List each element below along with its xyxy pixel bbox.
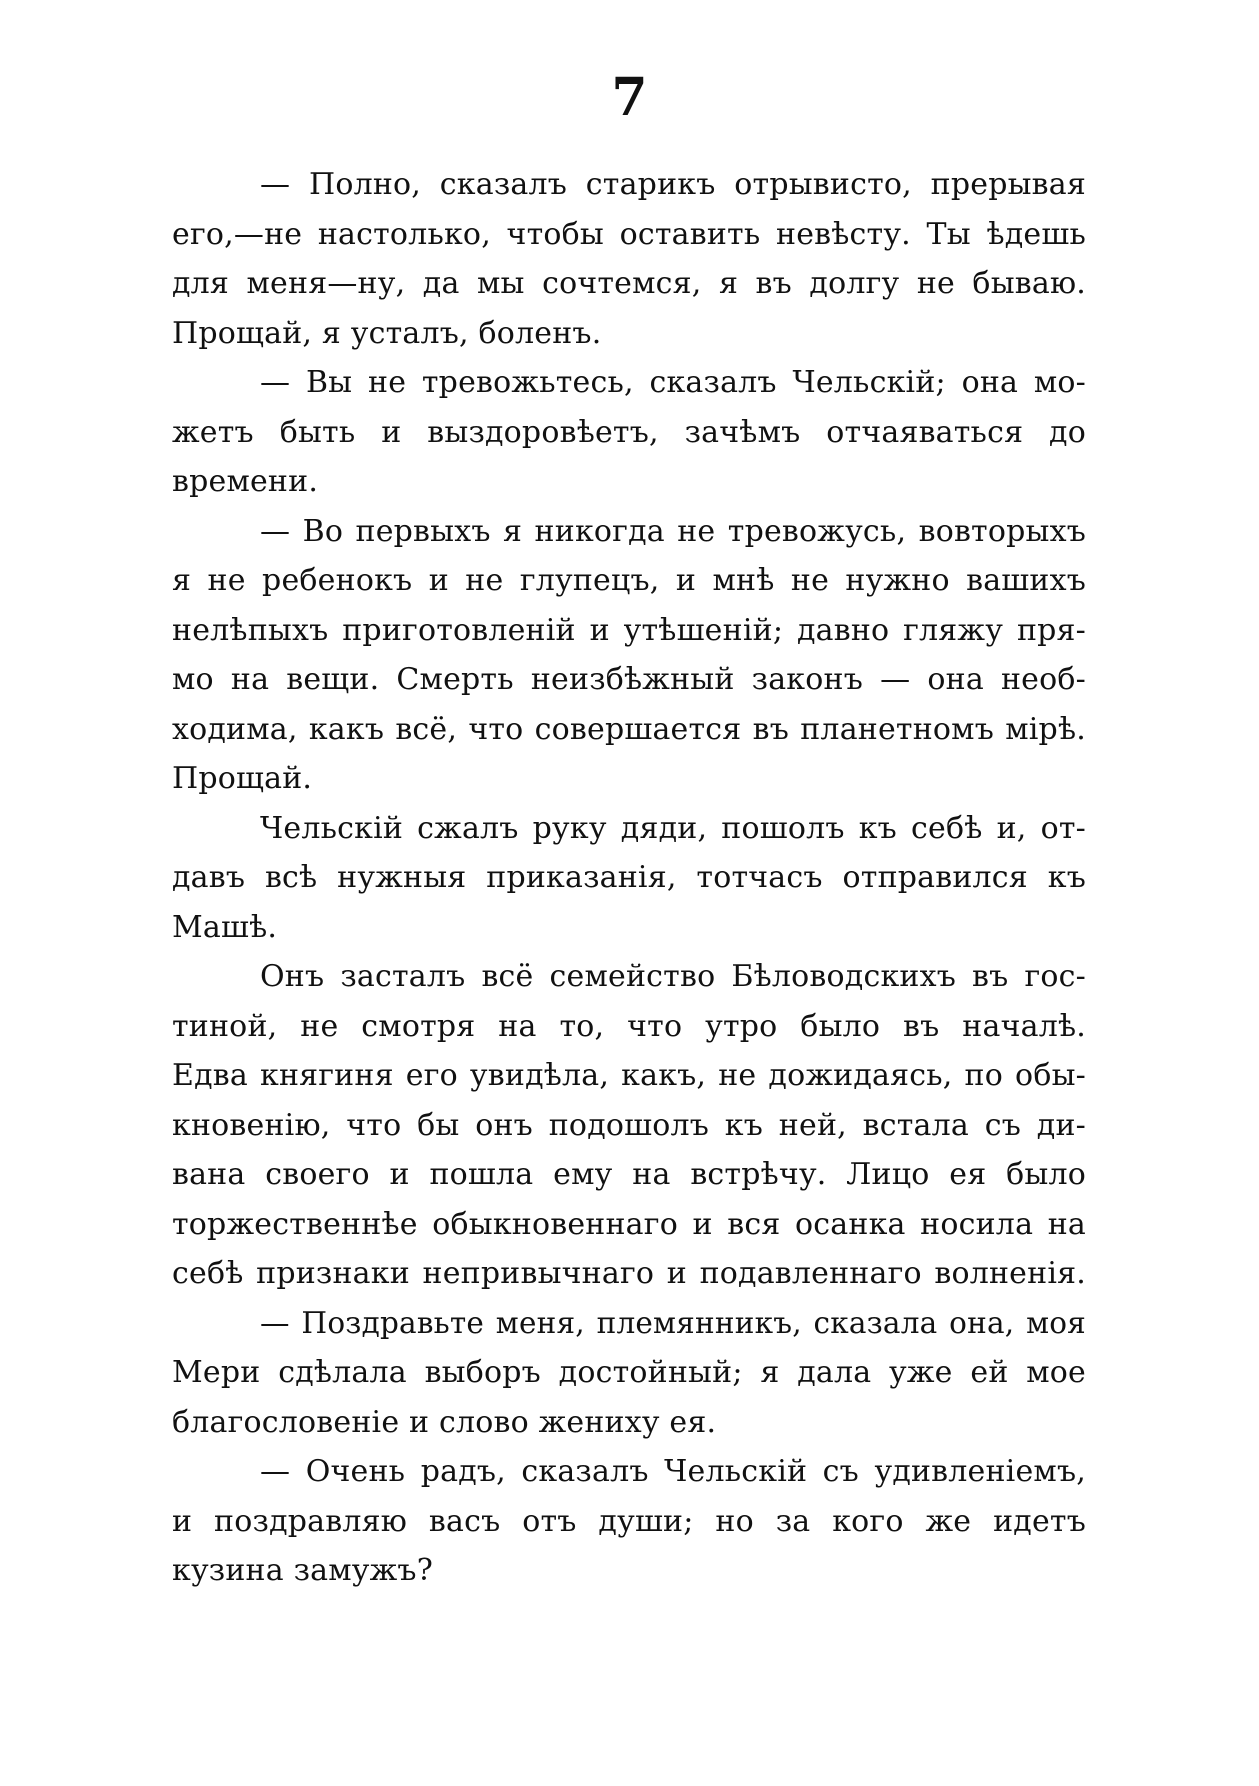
body-text bbox=[172, 160, 1086, 1596]
text-line: Едва княгиня его увидѣла, какъ, не дожидаясь, по обы- bbox=[172, 1058, 1086, 1093]
text-line: Машѣ. bbox=[172, 909, 278, 945]
text-line: мо на вещи. Смерть неизбѣжный законъ — она необ- bbox=[172, 662, 1086, 697]
text-line: нелѣпыхъ приготовленій и утѣшеній; давно гляжу пря- bbox=[172, 612, 1086, 648]
text-line: Чельскій сжалъ руку дяди, пошолъ къ себѣ и, от- bbox=[260, 810, 1086, 846]
text-line: времени. bbox=[172, 464, 319, 499]
text-line: я не ребенокъ и не глупецъ, и мнѣ не нужно вашихъ bbox=[172, 563, 1086, 598]
text-line: для меня—ну, да мы сочтемся, я въ долгу не бываю. bbox=[172, 266, 1086, 301]
text-line: торжественнѣе обыкновеннаго и вся осанка носила на bbox=[172, 1206, 1086, 1242]
text-line: себѣ признаки непривычнаго и подавленнаго волненія. bbox=[172, 1256, 1086, 1291]
text-line: Мери сдѣлала выборъ достойный; я дала уже ей мое bbox=[172, 1355, 1086, 1390]
text-line: и поздравляю васъ отъ души; но за кого же идетъ bbox=[172, 1503, 1086, 1539]
text-line: вана своего и пошла ему на встрѣчу. Лицо ея было bbox=[172, 1157, 1086, 1192]
text-line: — Полно, сказалъ старикъ отрывисто, прерывая bbox=[260, 167, 1086, 202]
text-line: давъ всѣ нужныя приказанія, тотчасъ отправился къ bbox=[172, 860, 1086, 895]
text-line: тиной, не смотря на то, что утро было въ началѣ. bbox=[172, 1008, 1086, 1044]
text-line: Онъ засталъ всё семейство Бѣловодскихъ въ гос- bbox=[260, 959, 1086, 994]
text-line: — Вы не тревожьтесь, сказалъ Чельскій; она мо- bbox=[260, 365, 1086, 400]
text-line: Прощай. bbox=[172, 761, 313, 796]
text-line: его,—не настолько, чтобы оставить невѣсту. Ты ѣдешь bbox=[172, 216, 1086, 252]
text-line: Прощай, я усталъ, боленъ. bbox=[172, 315, 602, 351]
page-number: 7 bbox=[611, 67, 648, 128]
text-line: кновенію, что бы онъ подошолъ къ ней, встала съ ди- bbox=[172, 1107, 1086, 1143]
text-line: благословеніе и слово жениху ея. bbox=[172, 1404, 717, 1440]
text-line: — Во первыхъ я никогда не тревожусь, вовторыхъ bbox=[260, 513, 1086, 549]
text-line: жетъ быть и выздоровѣетъ, зачѣмъ отчаяваться до bbox=[172, 414, 1086, 450]
text-line: кузина замужъ? bbox=[172, 1553, 433, 1588]
text-line: — Поздравьте меня, племянникъ, сказала она, моя bbox=[260, 1305, 1086, 1340]
text-line: — Очень радъ, сказалъ Чельскій съ удивленіемъ, bbox=[260, 1454, 1086, 1489]
text-line: ходима, какъ всё, что совершается въ планетномъ мірѣ. bbox=[172, 711, 1086, 747]
